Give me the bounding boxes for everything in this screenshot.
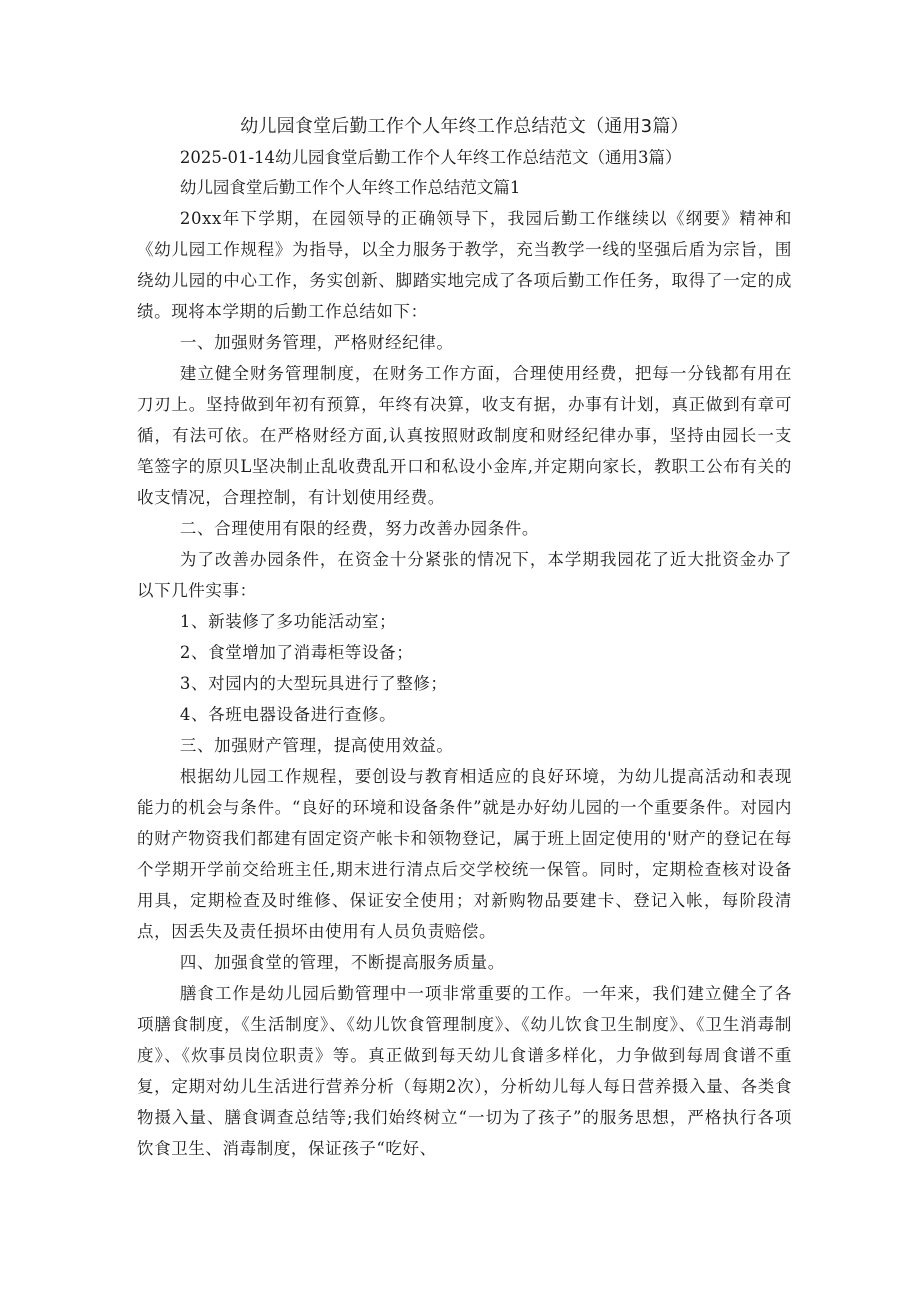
paragraph-funding: 为了改善办园条件，在资金十分紧张的情况下，本学期我园花了近大批资金办了以下几件实事： xyxy=(137,550,792,600)
document-page xyxy=(137,113,792,1164)
intro-paragraph: 20xx年下学期，在园领导的正确领导下，我园后勤工作继续以《纲要》精神和《幼儿园工作规程》为指导，以全力服务于教学，充当教学一线的坚强后盾为宗旨，围绕幼儿园的中心工作，务实创新、脚踏实地完成了各项后勤工作任务，取得了一定的成绩。现将本学期的后勤工作总结如下： xyxy=(137,209,792,321)
heading-canteen: 四、加强食堂的管理，不断提高服务质量。 xyxy=(179,953,505,972)
heading-finance: 一、加强财务管理，严格财经纪律。 xyxy=(179,333,454,352)
list-item: 3、对园内的大型玩具进行了整修； xyxy=(179,674,448,693)
list-item: 4、各班电器设备进行查修。 xyxy=(179,705,397,724)
section-title: 幼儿园食堂后勤工作个人年终工作总结范文篇1 xyxy=(179,178,521,197)
document-title: 幼儿园食堂后勤工作个人年终工作总结范文（通用3篇） xyxy=(240,116,689,137)
paragraph-property: 根据幼儿园工作规程，要创设与教育相适应的良好环境，为幼儿提高活动和表现能力的机会与条件。“良好的环境和设备条件”就是办好幼儿园的一个重要条件。对园内的财产物资我们都建有固定资产帐卡和领物登记，属于班上固定使用的'财产的登记在每个学期开学前交给班主任,期末进行清点后交学校统一保管。同时，定期检查核对设备用具，定期检查及时维修、保证安全使用；对新购物品要建卡、登记入帐，每阶段清点，因丢失及责任损坏由使用有人员负责赔偿。 xyxy=(137,767,792,941)
heading-funding: 二、合理使用有限的经费，努力改善办园条件。 xyxy=(179,519,539,538)
date-line: 2025-01-14幼儿园食堂后勤工作个人年终工作总结范文（通用3篇） xyxy=(179,148,682,167)
paragraph-finance: 建立健全财务管理制度，在财务工作方面，合理使用经费，把每一分钱都有用在刀刃上。坚持做到年初有预算，年终有决算，收支有据，办事有计划，真正做到有章可循，有法可依。在严格财经方面,认真按照财政制度和财经纪律办事，坚持由园长一支笔签字的原贝L坚决制止乱收费乱开口和私设小金库,并定期向家长，教职工公布有关的收支情况，合理控制，有计划使用经费。 xyxy=(137,364,792,507)
heading-property: 三、加强财产管理，提高使用效益。 xyxy=(179,736,454,755)
list-item: 1、新装修了多功能活动室； xyxy=(179,612,397,631)
paragraph-canteen: 膳食工作是幼儿园后勤管理中一项非常重要的工作。一年来，我们建立健全了各项膳食制度，《生活制度》、《幼儿饮食管理制度》、《幼儿饮食卫生制度》、《卫生消毒制度》、《炊事员岗位职责》等。真正做到每天幼儿食谱多样化，力争做到每周食谱不重复，定期对幼儿生活进行营养分析（每期2次），分析幼儿每人每日营养摄入量、各类食物摄入量、膳食调查总结等;我们始终树立“一切为了孩子”的服务思想，严格执行各项饮食卫生、消毒制度，保证孩子“吃好、 xyxy=(137,984,792,1158)
list-item: 2、食堂增加了消毒柜等设备； xyxy=(179,643,414,662)
